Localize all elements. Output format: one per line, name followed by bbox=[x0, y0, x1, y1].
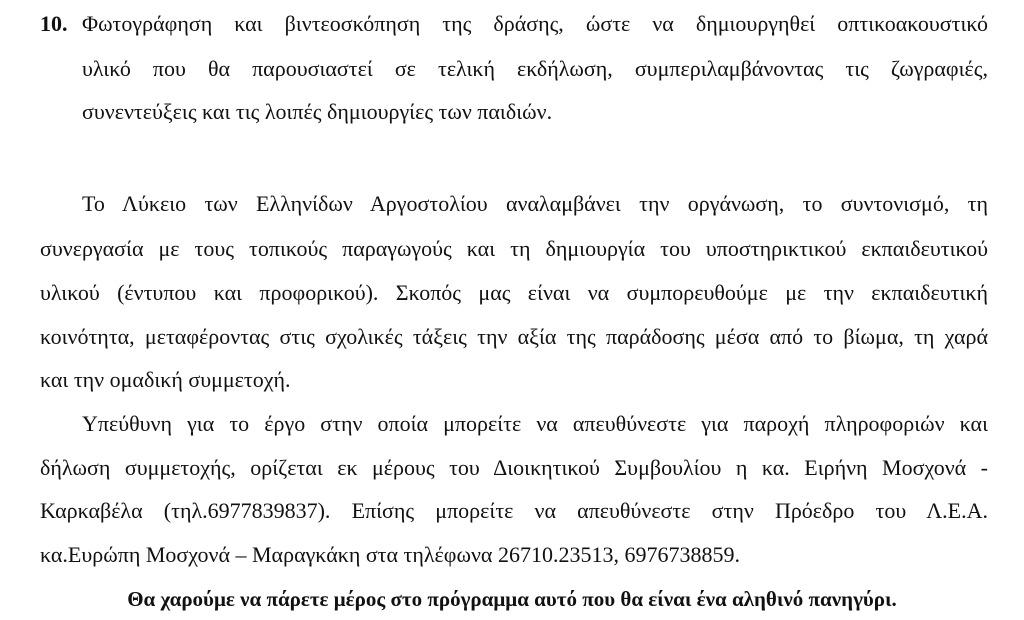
list-item-number: 10. bbox=[40, 11, 68, 36]
paragraph-2-line-2: δήλωση συμμετοχής, ορίζεται εκ μέρους του Διοικητικού Συμβουλίου η κα. Ειρήνη Μοσχονά - bbox=[40, 455, 988, 480]
paragraph-1-line-3: υλικού (έντυπου και προφορικού). Σκοπός μας είναι να συμπορευθούμε με την εκπαιδευτική bbox=[40, 280, 988, 305]
paragraph-1-line-1: Το Λύκειο των Ελληνίδων Αργοστολίου αναλαμβάνει την οργάνωση, το συντονισμό, τη bbox=[82, 191, 988, 216]
paragraph-1-line-2: συνεργασία με τους τοπικούς παραγωγούς και τη δημιουργία του υποστηρικτικού εκπαιδευτικού bbox=[40, 236, 988, 261]
paragraph-1-line-5: και την ομαδική συμμετοχή. bbox=[40, 367, 291, 392]
paragraph-2-line-3: Καρκαβέλα (τηλ.6977839837). Επίσης μπορείτε να απευθύνεστε στην Πρόεδρο του Λ.Ε.Α. bbox=[40, 498, 988, 523]
paragraph-2-line-4: κα.Ευρώπη Μοσχονά – Μαραγκάκη στα τηλέφωνα 26710.23513, 6976738859. bbox=[40, 542, 740, 567]
item-10-line-3: συνεντεύξεις και τις λοιπές δημιουργίες των παιδιών. bbox=[82, 99, 553, 124]
paragraph-1-line-4: κοινότητα, μεταφέροντας στις σχολικές τάξεις την αξία της παράδοσης μέσα από το βίωμα, τη χαρά bbox=[40, 324, 988, 349]
paragraph-2-line-1: Υπεύθυνη για το έργο στην οποία μπορείτε να απευθύνεστε για παροχή πληροφοριών και bbox=[82, 411, 988, 436]
closing-statement: Θα χαρούμε να πάρετε μέρος στο πρόγραμμα αυτό που θα είναι ένα αληθινό πανηγύρι. bbox=[127, 587, 897, 611]
item-10-line-2: υλικό που θα παρουσιαστεί σε τελική εκδήλωση, συμπεριλαμβάνοντας τις ζωγραφιές, bbox=[82, 56, 988, 81]
item-10-line-1: Φωτογράφηση και βιντεοσκόπηση της δράσης, ώστε να δημιουργηθεί οπτικοακουστικό bbox=[82, 11, 988, 36]
